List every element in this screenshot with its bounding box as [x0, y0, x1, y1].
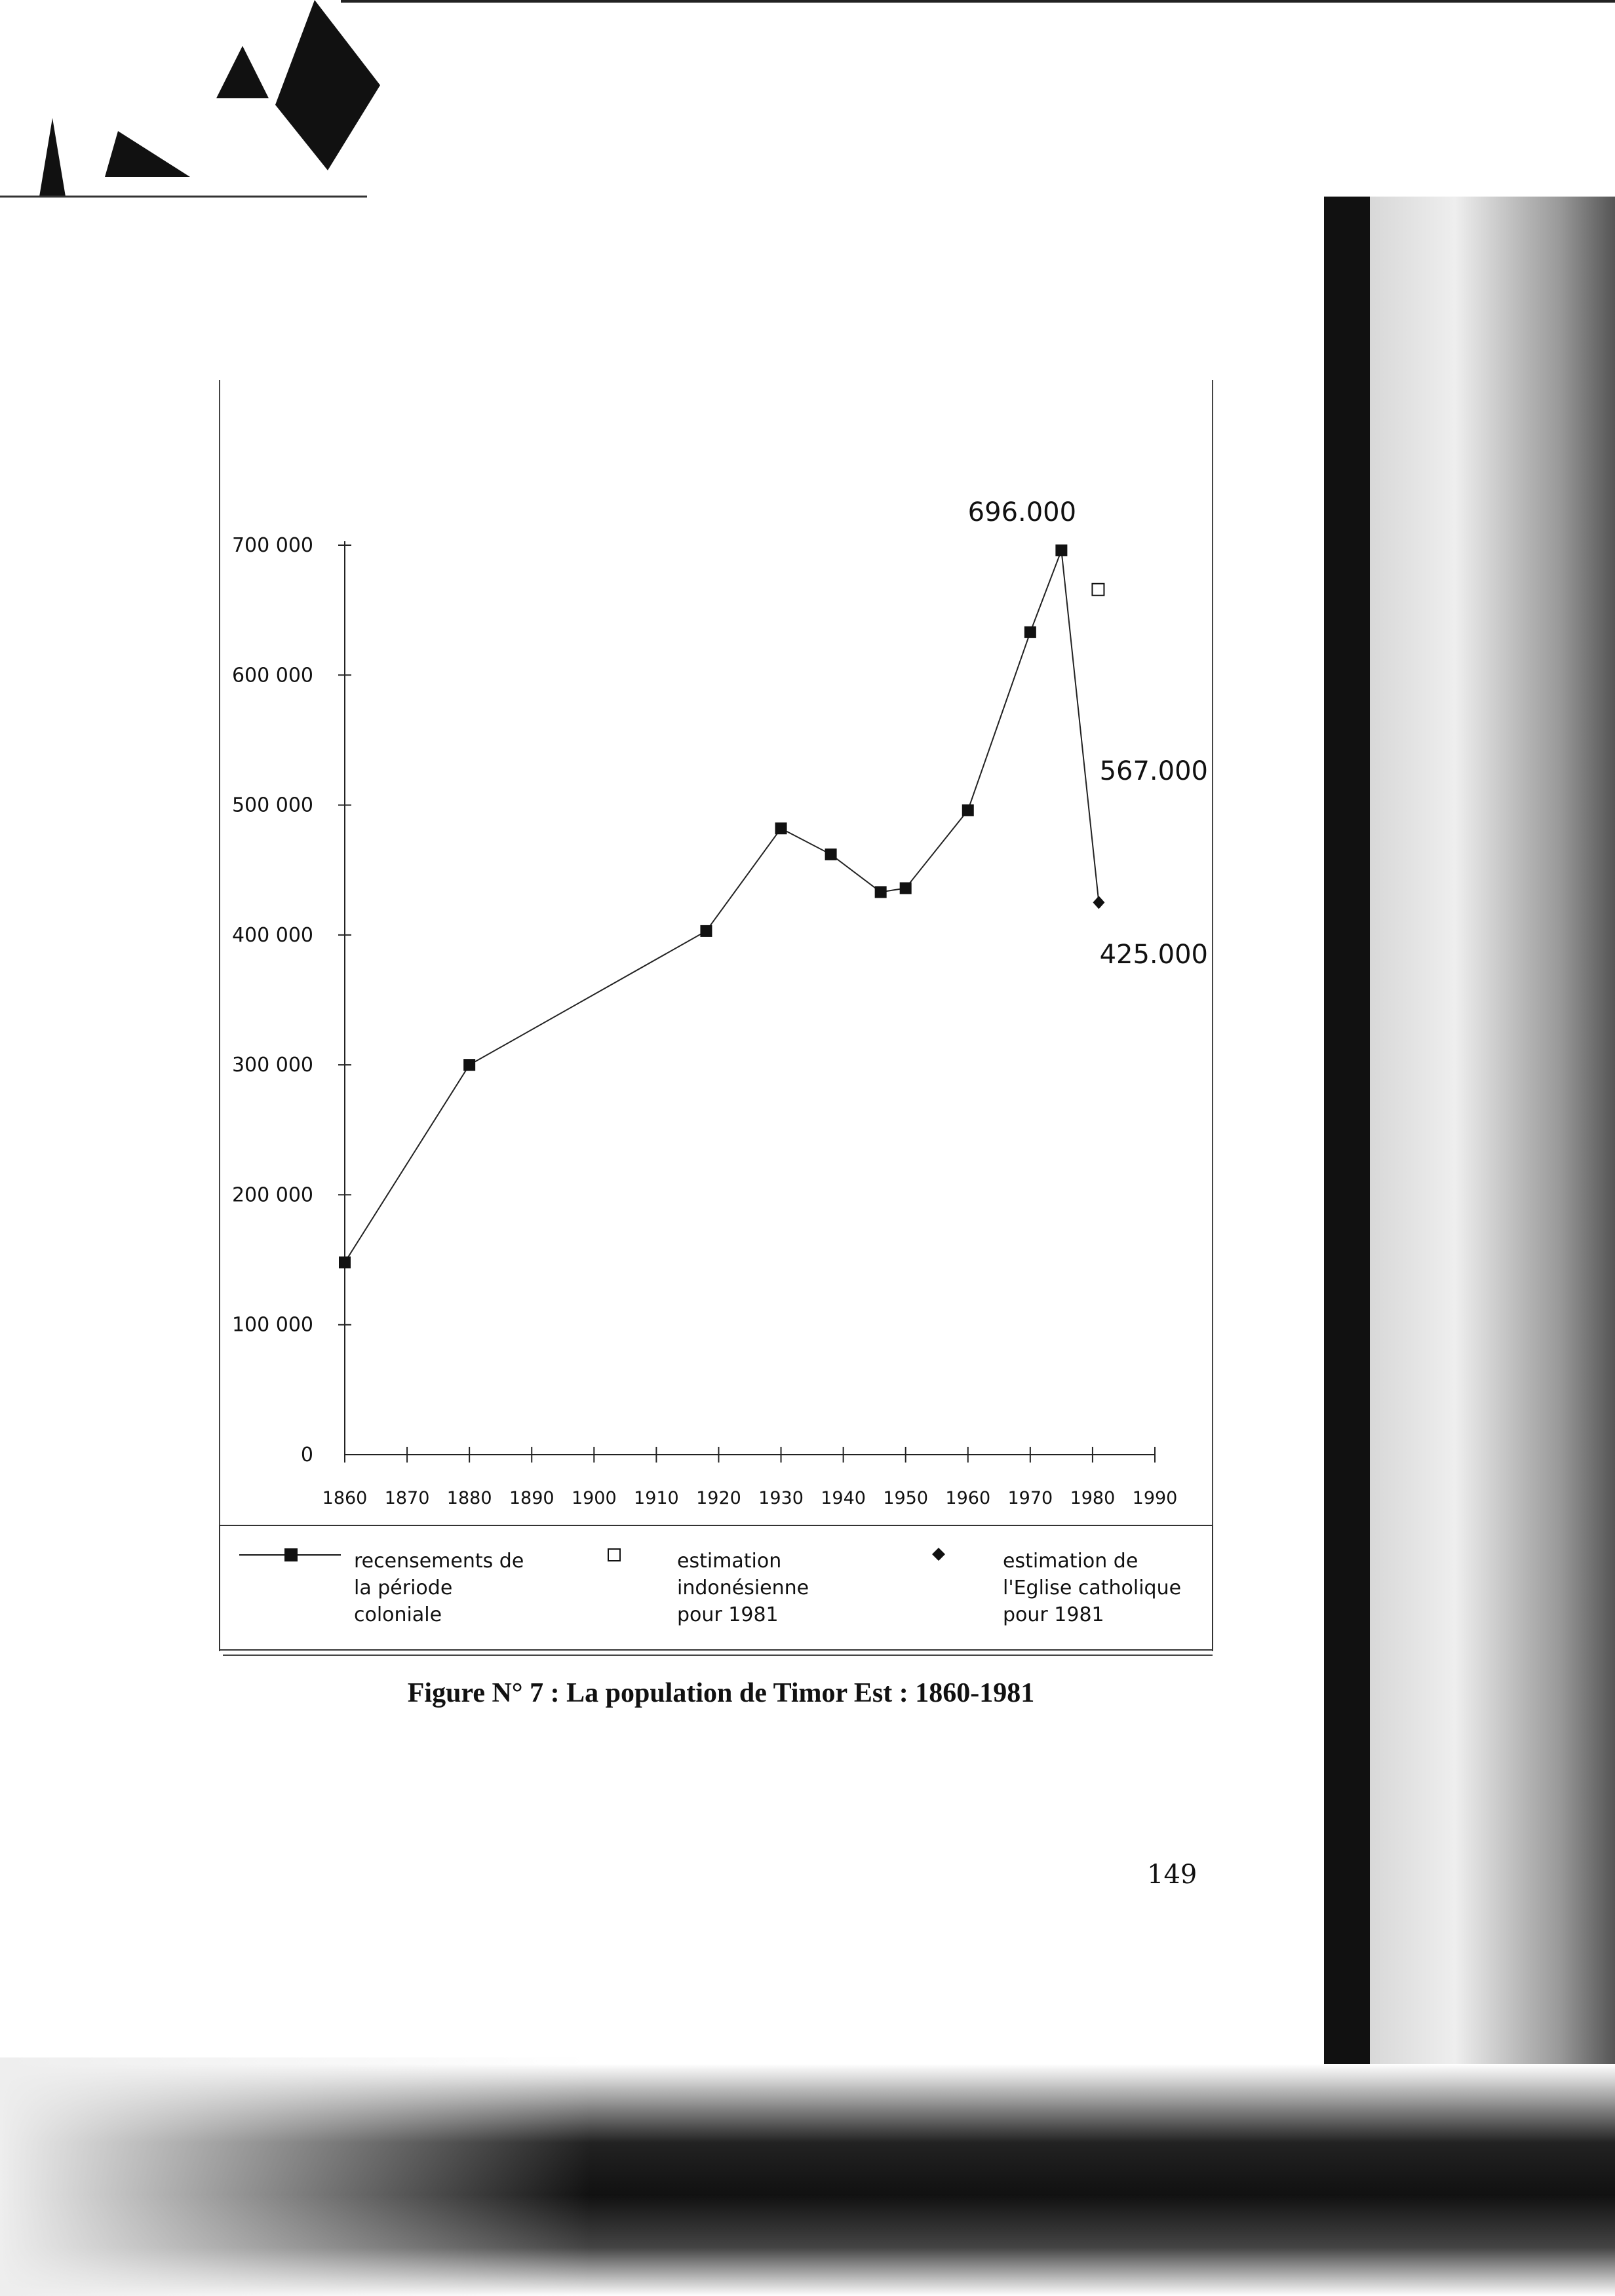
- x-tick-label: 1920: [696, 1488, 741, 1508]
- y-tick-label: 0: [300, 1444, 313, 1466]
- legend-2-line-3: pour 1981: [677, 1603, 779, 1626]
- series-line-to-1981: [1061, 550, 1099, 902]
- data-point-square: [775, 822, 787, 834]
- legend-1-line-3: coloniale: [354, 1603, 442, 1626]
- x-tick-label: 1990: [1132, 1488, 1178, 1508]
- y-tick-label: 400 000: [231, 923, 313, 947]
- x-tick-label: 1930: [758, 1488, 804, 1508]
- figure-caption: Figure N° 7 : La population de Timor Est : 1860-1981: [407, 1678, 1035, 1708]
- x-tick-label: 1900: [571, 1488, 617, 1508]
- data-point-diamond: [1093, 896, 1104, 909]
- y-tick-label: 300 000: [231, 1054, 313, 1077]
- x-tick-label: 1960: [945, 1488, 991, 1508]
- x-tick-label: 1970: [1007, 1488, 1053, 1508]
- page-number: 149: [1147, 1860, 1197, 1890]
- value-annotations: [968, 497, 1208, 970]
- data-point-square: [339, 1257, 351, 1269]
- data-point-square: [1055, 545, 1067, 556]
- series-markers: [339, 545, 1104, 1269]
- series-line-recensements: [345, 550, 1061, 1263]
- x-tick-label: 1940: [821, 1488, 866, 1508]
- annotation-425000: 425.000: [1099, 940, 1208, 970]
- legend-2-line-1: estimation: [677, 1550, 782, 1573]
- data-point-square: [962, 805, 974, 816]
- legend-3-line-1: estimation de: [1003, 1550, 1138, 1573]
- y-tick-label: 600 000: [231, 664, 313, 687]
- data-point-square: [1024, 626, 1036, 638]
- x-tick-label: 1980: [1070, 1488, 1116, 1508]
- x-tick-label: 1890: [509, 1488, 555, 1508]
- legend-open-square-icon: [608, 1549, 620, 1561]
- legend-2-line-2: indonésienne: [677, 1577, 809, 1599]
- chart-axes: [232, 534, 1177, 1508]
- y-tick-label: 100 000: [231, 1313, 313, 1337]
- y-tick-label: 200 000: [231, 1183, 313, 1207]
- data-point-open-square: [1092, 584, 1104, 596]
- legend-filled-square-icon: [284, 1548, 298, 1561]
- series-lines: [345, 550, 1099, 1263]
- legend-3-line-2: l'Eglise catholique: [1003, 1577, 1182, 1599]
- data-point-square: [875, 886, 887, 898]
- legend-1-line-1: recensements de: [354, 1550, 524, 1573]
- x-tick-label: 1860: [322, 1488, 368, 1508]
- data-point-square: [825, 849, 837, 860]
- y-tick-label: 700 000: [231, 534, 313, 557]
- legend-3-line-3: pour 1981: [1003, 1603, 1104, 1626]
- x-tick-label: 1910: [634, 1488, 679, 1508]
- x-tick-label: 1950: [883, 1488, 929, 1508]
- legend-1-line-2: la période: [354, 1577, 453, 1599]
- data-point-square: [700, 925, 712, 937]
- y-tick-label: 500 000: [231, 794, 313, 817]
- data-point-square: [900, 882, 912, 894]
- annotation-567000: 567.000: [1099, 756, 1208, 786]
- legend-diamond-icon: [932, 1548, 945, 1561]
- data-point-square: [463, 1059, 475, 1071]
- x-tick-label: 1870: [384, 1488, 430, 1508]
- annotation-696000: 696.000: [967, 497, 1077, 527]
- legend: [220, 1525, 1213, 1650]
- x-tick-label: 1880: [446, 1488, 492, 1508]
